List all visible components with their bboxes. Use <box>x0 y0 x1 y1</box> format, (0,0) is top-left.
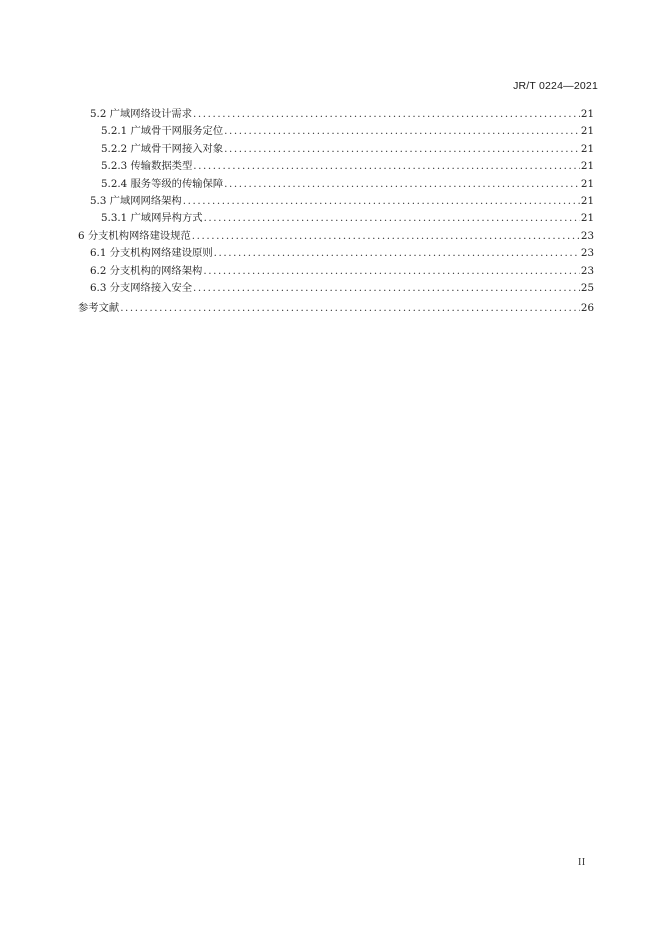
toc-entry-title: 参考文献 <box>78 302 120 315</box>
toc-entry-page: 21 <box>580 212 594 225</box>
toc-entry-page: 25 <box>580 281 594 294</box>
toc-leader-dots <box>192 228 580 245</box>
toc-entry-title: 5.2.3 传输数据类型 <box>101 160 193 173</box>
toc-entry-page: 23 <box>580 264 594 277</box>
document-id: JR/T 0224—2021 <box>513 80 598 92</box>
toc-entry-title: 6.3 分支网络接入安全 <box>90 281 193 294</box>
toc-leader-dots <box>193 280 580 297</box>
toc-entry-title: 6.2 分支机构的网络架构 <box>90 264 203 277</box>
table-of-contents <box>78 106 594 318</box>
toc-leader-dots <box>224 123 580 140</box>
toc-entry-page: 21 <box>580 160 594 173</box>
toc-leader-dots <box>224 141 580 158</box>
toc-entry-title: 5.2 广域网络设计需求 <box>90 108 193 120</box>
toc-entry-page: 26 <box>580 302 594 315</box>
toc-entry[interactable] <box>78 245 594 262</box>
toc-entry[interactable] <box>78 123 594 140</box>
toc-entry[interactable] <box>78 141 594 158</box>
toc-entry-page: 21 <box>580 108 594 120</box>
toc-leader-dots <box>204 210 580 227</box>
toc-entry-page: 21 <box>580 177 594 190</box>
toc-entry[interactable] <box>78 193 594 210</box>
toc-leader-dots <box>120 300 580 317</box>
toc-entry-page: 21 <box>580 142 594 155</box>
toc-entry-title: 6.1 分支机构网络建设原则 <box>90 247 213 260</box>
toc-entry-title: 5.2.4 服务等级的传输保障 <box>101 177 224 190</box>
toc-entry-page: 21 <box>580 194 594 207</box>
toc-leader-dots <box>183 193 580 210</box>
toc-entry[interactable] <box>78 228 594 245</box>
toc-entry-title: 5.2.2 广域骨干网接入对象 <box>101 142 224 155</box>
page-number: II <box>578 857 586 868</box>
toc-entry[interactable] <box>78 158 594 175</box>
toc-entry-title: 5.2.1 广域骨干网服务定位 <box>101 125 224 138</box>
toc-entry-page: 23 <box>580 247 594 260</box>
toc-entry-page: 23 <box>580 229 594 242</box>
toc-entry[interactable] <box>78 106 594 123</box>
toc-entry-title: 5.3 广域网网络架构 <box>90 194 182 207</box>
toc-entry[interactable] <box>78 210 594 227</box>
toc-entry[interactable] <box>78 300 594 317</box>
toc-entry[interactable] <box>78 263 594 280</box>
toc-leader-dots <box>224 176 580 193</box>
toc-leader-dots <box>214 245 580 262</box>
toc-entry[interactable] <box>78 280 594 297</box>
toc-leader-dots <box>203 263 580 280</box>
toc-entry[interactable] <box>78 176 594 193</box>
toc-entry-title: 6 分支机构网络建设规范 <box>78 229 191 242</box>
toc-entry-page: 21 <box>580 125 594 138</box>
toc-leader-dots <box>193 158 580 175</box>
toc-entry-title: 5.3.1 广域网异构方式 <box>101 212 203 225</box>
toc-leader-dots <box>193 106 580 123</box>
